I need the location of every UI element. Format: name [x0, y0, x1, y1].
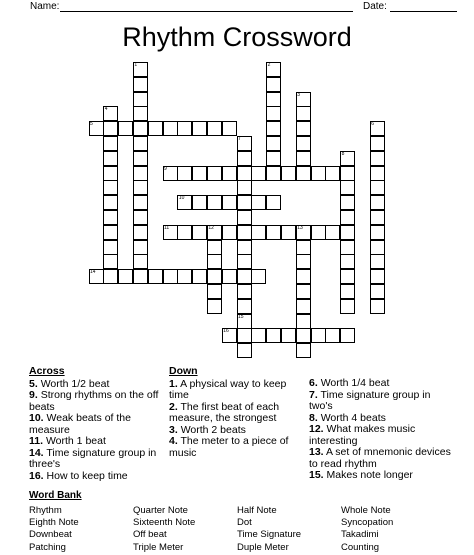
- crossword-cell[interactable]: [296, 240, 311, 255]
- crossword-cell[interactable]: [237, 240, 252, 255]
- crossword-cell[interactable]: [148, 269, 163, 284]
- clue-number: 11: [164, 224, 170, 231]
- page-title: Rhythm Crossword: [122, 22, 352, 52]
- crossword-cell[interactable]: [133, 180, 148, 195]
- word-bank-item: Time Signature: [237, 529, 302, 541]
- clue-across-16: 16. How to keep time: [29, 469, 128, 482]
- crossword-cell[interactable]: [237, 254, 252, 269]
- crossword-cell[interactable]: [370, 151, 385, 166]
- clue-across-9: 9. Strong rhythms on the off beats: [29, 389, 159, 413]
- crossword-cell[interactable]: [251, 225, 266, 240]
- crossword-cell[interactable]: [133, 136, 148, 151]
- crossword-cell[interactable]: [133, 106, 148, 121]
- clue-down-8: 8. Worth 4 beats: [309, 411, 386, 424]
- crossword-cell[interactable]: [340, 225, 355, 240]
- crossword-cell[interactable]: [370, 269, 385, 284]
- clue-number: 8: [341, 150, 345, 157]
- clue-down-13: 13. A set of mnemonic devices to read rhythm: [309, 446, 451, 470]
- crossword-cell[interactable]: [103, 210, 118, 225]
- crossword-cell[interactable]: [340, 254, 355, 269]
- crossword-cell[interactable]: [133, 195, 148, 210]
- clue-number: 7: [238, 136, 241, 142]
- crossword-cell[interactable]: [296, 343, 311, 358]
- clue-number: 1: [134, 62, 138, 68]
- crossword-cell[interactable]: [370, 299, 385, 314]
- crossword-cell[interactable]: [296, 299, 311, 314]
- crossword-cell[interactable]: [370, 136, 385, 151]
- crossword-cell[interactable]: [103, 166, 118, 181]
- crossword-cell[interactable]: [251, 269, 266, 284]
- crossword-cell[interactable]: [192, 121, 207, 136]
- crossword-cell[interactable]: [207, 299, 222, 314]
- word-bank-item: Triple Meter: [133, 541, 184, 553]
- crossword-cell[interactable]: [340, 195, 355, 210]
- crossword-cell[interactable]: [133, 92, 148, 107]
- crossword-cell[interactable]: [311, 225, 326, 240]
- crossword-cell[interactable]: [266, 92, 281, 107]
- clue-number: 15: [238, 313, 244, 320]
- word-bank-item: Off beat: [133, 529, 167, 541]
- crossword-cell[interactable]: [103, 151, 118, 166]
- crossword-cell[interactable]: [103, 136, 118, 151]
- clue-number: 6: [371, 121, 374, 128]
- crossword-cell[interactable]: [370, 210, 385, 225]
- crossword-cell[interactable]: [266, 136, 281, 151]
- crossword-cell[interactable]: [296, 269, 311, 284]
- crossword-cell[interactable]: [370, 240, 385, 255]
- clue-number: 2: [267, 62, 271, 68]
- crossword-cell[interactable]: [192, 195, 207, 210]
- crossword-cell[interactable]: [370, 284, 385, 299]
- crossword-cell[interactable]: [237, 284, 252, 299]
- crossword-cell[interactable]: [266, 151, 281, 166]
- crossword-cell[interactable]: [296, 328, 311, 343]
- crossword-cell[interactable]: [281, 166, 296, 181]
- crossword-cell[interactable]: [340, 284, 355, 299]
- crossword-cell[interactable]: [296, 151, 311, 166]
- crossword-cell[interactable]: [103, 121, 118, 136]
- crossword-cell[interactable]: [177, 269, 192, 284]
- word-bank-item: Dot: [237, 517, 252, 529]
- crossword-cell[interactable]: [207, 195, 222, 210]
- word-bank-title: Word Bank: [29, 490, 82, 501]
- crossword-cell[interactable]: [325, 328, 340, 343]
- crossword-cell[interactable]: [118, 269, 133, 284]
- crossword-cell[interactable]: [251, 328, 266, 343]
- down-clues: [169, 366, 302, 459]
- clue-down-15: 15. Makes note longer: [309, 469, 413, 481]
- word-bank-item: Counting: [341, 541, 380, 553]
- crossword-cell[interactable]: [133, 225, 148, 240]
- crossword-cell[interactable]: [207, 284, 222, 299]
- clue-across-10: 10. Weak beats of the measure: [29, 412, 131, 436]
- crossword-cell[interactable]: [340, 299, 355, 314]
- crossword-cell[interactable]: [148, 121, 163, 136]
- crossword-cell[interactable]: [103, 195, 118, 210]
- crossword-cell[interactable]: [370, 166, 385, 181]
- word-bank-item: Takadimi: [341, 529, 379, 541]
- crossword-cell[interactable]: [325, 166, 340, 181]
- crossword-cell[interactable]: [222, 195, 237, 210]
- crossword-cell[interactable]: [237, 269, 252, 284]
- crossword-cell[interactable]: [103, 240, 118, 255]
- clue-number: 3: [297, 91, 300, 98]
- crossword-cell[interactable]: [133, 269, 148, 284]
- crossword-cell[interactable]: [237, 299, 252, 314]
- crossword-cell[interactable]: [222, 121, 237, 136]
- crossword-cell[interactable]: [296, 106, 311, 121]
- crossword-cell[interactable]: [133, 210, 148, 225]
- word-bank-item: Downbeat: [29, 529, 72, 541]
- crossword-cell[interactable]: [207, 240, 222, 255]
- crossword-cell[interactable]: [222, 225, 237, 240]
- crossword-cell[interactable]: [370, 195, 385, 210]
- crossword-cell[interactable]: [266, 166, 281, 181]
- crossword-cell[interactable]: [237, 151, 252, 166]
- crossword-cell[interactable]: [340, 210, 355, 225]
- crossword-cell[interactable]: [296, 121, 311, 136]
- crossword-cell[interactable]: [266, 195, 281, 210]
- word-bank-item: Syncopation: [341, 517, 394, 529]
- crossword-cell[interactable]: [177, 121, 192, 136]
- clue-down-4: 4. The meter to a piece of music: [169, 435, 289, 459]
- crossword-cell[interactable]: [222, 166, 237, 181]
- date-label: Date:: [363, 1, 387, 12]
- crossword-cell[interactable]: [133, 121, 148, 136]
- crossword-cell[interactable]: [237, 195, 252, 210]
- crossword-cell[interactable]: [207, 166, 222, 181]
- crossword-cell[interactable]: [296, 284, 311, 299]
- clue-number: 4: [104, 106, 108, 113]
- crossword-cell[interactable]: [177, 225, 192, 240]
- clue-across-5: 5. Worth 1/2 beat: [29, 377, 110, 390]
- word-bank-item: Half Note: [237, 505, 277, 516]
- crossword-cell[interactable]: [207, 254, 222, 269]
- crossword-cell[interactable]: [133, 77, 148, 92]
- clue-down-2: 2. The first beat of each measure, the strongest: [169, 400, 280, 424]
- crossword-cell[interactable]: [296, 314, 311, 329]
- crossword-cell[interactable]: [163, 121, 178, 136]
- crossword-cell[interactable]: [237, 180, 252, 195]
- crossword-cell[interactable]: [237, 225, 252, 240]
- crossword-cell[interactable]: [266, 121, 281, 136]
- crossword-cell[interactable]: [133, 166, 148, 181]
- crossword-cell[interactable]: [207, 121, 222, 136]
- down-heading: Down: [169, 365, 198, 377]
- crossword-cell[interactable]: [118, 121, 133, 136]
- crossword-cell[interactable]: [296, 254, 311, 269]
- crossword-cell[interactable]: [103, 225, 118, 240]
- crossword-cell[interactable]: [266, 106, 281, 121]
- crossword-cell[interactable]: [192, 269, 207, 284]
- crossword-cell[interactable]: [103, 269, 118, 284]
- crossword-cell[interactable]: [251, 166, 266, 181]
- crossword-cell[interactable]: [237, 328, 252, 343]
- crossword-cell[interactable]: [207, 269, 222, 284]
- clue-number: 5: [90, 121, 93, 128]
- crossword-cell[interactable]: [340, 328, 355, 343]
- crossword-cell[interactable]: [311, 166, 326, 181]
- clue-number: 9: [164, 165, 167, 172]
- clue-number: 12: [208, 224, 214, 231]
- crossword-cell[interactable]: [281, 328, 296, 343]
- crossword-cell[interactable]: [370, 225, 385, 240]
- crossword-cell[interactable]: [340, 180, 355, 195]
- crossword-cell[interactable]: [177, 166, 192, 181]
- crossword-cell[interactable]: [192, 166, 207, 181]
- word-bank-item: Duple Meter: [237, 541, 289, 553]
- clue-down-12: 12. What makes music interesting: [309, 423, 416, 447]
- clue-number: 16: [223, 328, 229, 335]
- crossword-cell[interactable]: [370, 180, 385, 195]
- clue-number: 13: [297, 224, 303, 231]
- clue-down-1: 1. A physical way to keep time: [169, 377, 287, 401]
- crossword-cell[interactable]: [103, 180, 118, 195]
- across-clues: [29, 366, 166, 482]
- name-label: Name:: [30, 1, 60, 12]
- crossword-cell[interactable]: [296, 136, 311, 151]
- clue-across-11: 11. Worth 1 beat: [29, 435, 106, 447]
- down-clues-continued: [309, 378, 451, 482]
- clue-across-14: 14. Time signature group in three's: [29, 446, 157, 470]
- crossword-cell[interactable]: [251, 195, 266, 210]
- word-bank-item: Eighth Note: [29, 517, 79, 529]
- crossword-cell[interactable]: [237, 343, 252, 358]
- crossword-cell[interactable]: [133, 254, 148, 269]
- crossword-cell[interactable]: [192, 225, 207, 240]
- clue-down-3: 3. Worth 2 beats: [169, 423, 246, 436]
- word-bank-item: Sixteenth Note: [133, 517, 196, 529]
- crossword-cell[interactable]: [222, 269, 237, 284]
- clue-number: 10: [178, 195, 185, 202]
- crossword-cell[interactable]: [370, 254, 385, 269]
- word-bank-item: Quarter Note: [133, 505, 188, 516]
- crossword-cell[interactable]: [281, 225, 296, 240]
- word-bank-item: Whole Note: [341, 505, 391, 516]
- crossword-cell[interactable]: [296, 166, 311, 181]
- clue-down-6: 6. Worth 1/4 beat: [309, 377, 390, 389]
- crossword-cell[interactable]: [163, 269, 178, 284]
- crossword-cell[interactable]: [325, 225, 340, 240]
- clue-number: 14: [90, 269, 96, 276]
- crossword-cell[interactable]: [133, 240, 148, 255]
- clue-down-7: 7. Time signature group in two's: [309, 388, 431, 412]
- crossword-cell[interactable]: [133, 151, 148, 166]
- crossword-cell[interactable]: [266, 77, 281, 92]
- crossword-cell[interactable]: [340, 240, 355, 255]
- crossword-cell[interactable]: [266, 225, 281, 240]
- across-heading: Across: [29, 365, 65, 377]
- crossword-cell[interactable]: [311, 328, 326, 343]
- crossword-cell[interactable]: [103, 254, 118, 269]
- word-bank-item: Patching: [29, 541, 66, 553]
- crossword-cell[interactable]: [237, 210, 252, 225]
- word-bank-item: Rhythm: [29, 505, 62, 516]
- crossword-cell[interactable]: [266, 328, 281, 343]
- crossword-cell[interactable]: [237, 166, 252, 181]
- crossword-cell[interactable]: [340, 269, 355, 284]
- crossword-cell[interactable]: [340, 166, 355, 181]
